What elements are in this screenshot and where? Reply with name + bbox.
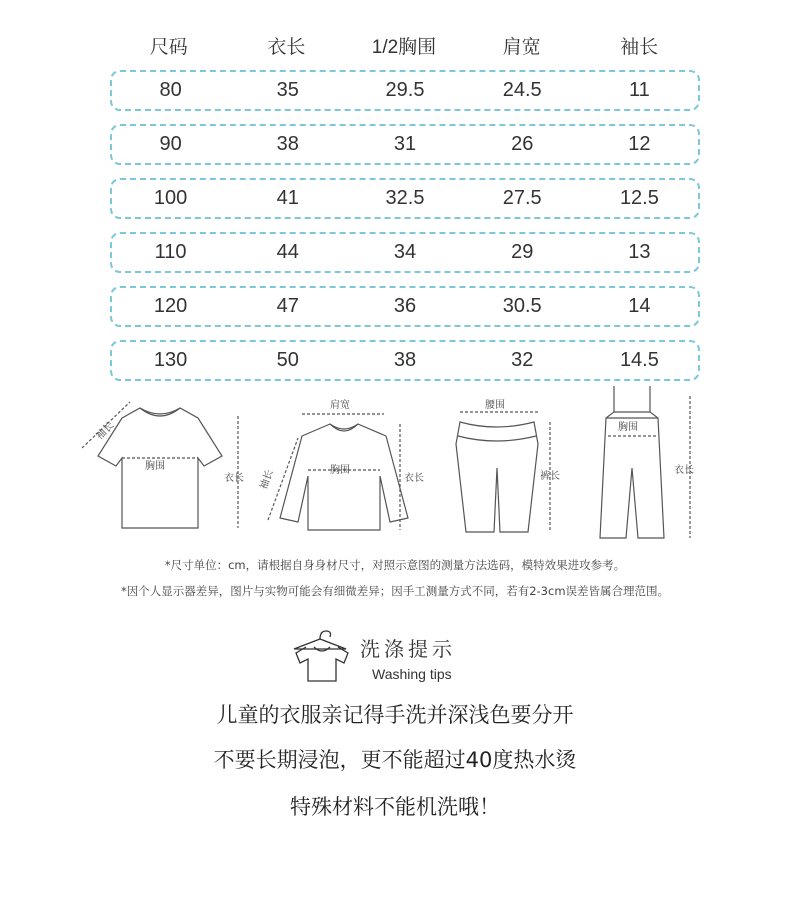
cell-size: 110	[154, 241, 187, 263]
header-half-chest: 1/2胸围	[371, 36, 437, 58]
cell-shoulder: 30.5	[502, 295, 542, 317]
note-display-difference: *因个人显示器差异，图片与实物可能会有细微差异；因手工测量方式不同，若有2-3cm误差皆属合理范围。	[120, 584, 670, 598]
cell-half-chest: 32.5	[385, 187, 425, 209]
sweater-shoulder-label: 肩宽	[330, 400, 350, 411]
shorts-icon	[456, 412, 550, 532]
header-shoulder: 肩宽	[502, 36, 541, 58]
cell-half-chest: 38	[393, 349, 417, 371]
cell-length: 35	[276, 79, 299, 101]
washing-tip-line-2: 不要长期浸泡，更不能超过40度热水烫	[213, 748, 577, 772]
washing-tips-title: 洗涤提示	[360, 637, 456, 661]
cell-half-chest: 36	[393, 295, 417, 317]
sweater-sleeve-label: 袖长	[258, 468, 276, 492]
overalls-length-label: 衣长	[674, 465, 694, 476]
note-size-unit: *尺寸单位：cm，请根据自身身材尺寸，对照示意图的测量方法选码，模特效果进攻参考。	[164, 558, 626, 572]
header-sleeve: 袖长	[620, 36, 659, 58]
measurement-diagrams	[0, 378, 790, 543]
cell-size: 80	[159, 79, 182, 101]
shorts-length-label: 裤长	[540, 471, 560, 482]
table-row	[110, 340, 700, 381]
cell-size: 90	[159, 133, 182, 155]
cell-half-chest: 29.5	[385, 79, 425, 101]
cell-length: 44	[276, 241, 299, 263]
cell-length: 50	[276, 349, 299, 371]
cell-half-chest: 31	[393, 133, 417, 155]
cell-size: 120	[153, 295, 188, 317]
table-row	[110, 178, 700, 219]
tshirt-chest-label: 胸围	[145, 461, 165, 472]
cell-shoulder: 27.5	[502, 187, 542, 209]
washing-tip-line-3: 特殊材料不能机洗哦！	[290, 795, 500, 819]
cell-sleeve: 12	[628, 133, 651, 155]
cell-size: 100	[153, 187, 188, 209]
table-row	[110, 124, 700, 165]
cell-shoulder: 32	[511, 349, 534, 371]
table-row	[110, 70, 700, 111]
sweater-length-label: 衣长	[404, 473, 424, 484]
overalls-chest-label: 胸围	[618, 422, 638, 433]
washing-tip-line-1: 儿童的衣服亲记得手洗并深浅色要分开	[216, 703, 574, 727]
cell-size: 130	[153, 349, 188, 371]
cell-half-chest: 34	[393, 241, 417, 263]
cell-length: 47	[276, 295, 299, 317]
cell-sleeve: 13	[628, 241, 651, 263]
header-length: 衣长	[267, 36, 306, 58]
cell-shoulder: 29	[511, 241, 534, 263]
shorts-waist-label: 腰围	[485, 400, 505, 411]
washing-tips-subtitle: Washing tips	[372, 666, 452, 682]
cell-sleeve: 12.5	[619, 187, 659, 209]
table-row	[110, 286, 700, 327]
sweater-chest-label: 胸围	[330, 465, 350, 476]
header-size: 尺码	[149, 36, 188, 58]
cell-length: 38	[276, 133, 299, 155]
washing-tips-header	[290, 625, 510, 687]
tshirt-sleeve-label: 袖长	[94, 420, 117, 443]
cell-shoulder: 26	[511, 133, 534, 155]
hanger-shirt-icon	[290, 625, 352, 685]
cell-length: 41	[276, 187, 299, 209]
cell-sleeve: 14.5	[619, 349, 659, 371]
cell-sleeve: 11	[629, 79, 650, 101]
tshirt-length-label: 衣长	[224, 473, 244, 484]
cell-shoulder: 24.5	[502, 79, 542, 101]
garment-illustrations	[0, 378, 790, 543]
overalls-icon	[600, 386, 690, 538]
cell-sleeve: 14	[628, 295, 651, 317]
table-header	[110, 28, 698, 62]
table-row	[110, 232, 700, 273]
